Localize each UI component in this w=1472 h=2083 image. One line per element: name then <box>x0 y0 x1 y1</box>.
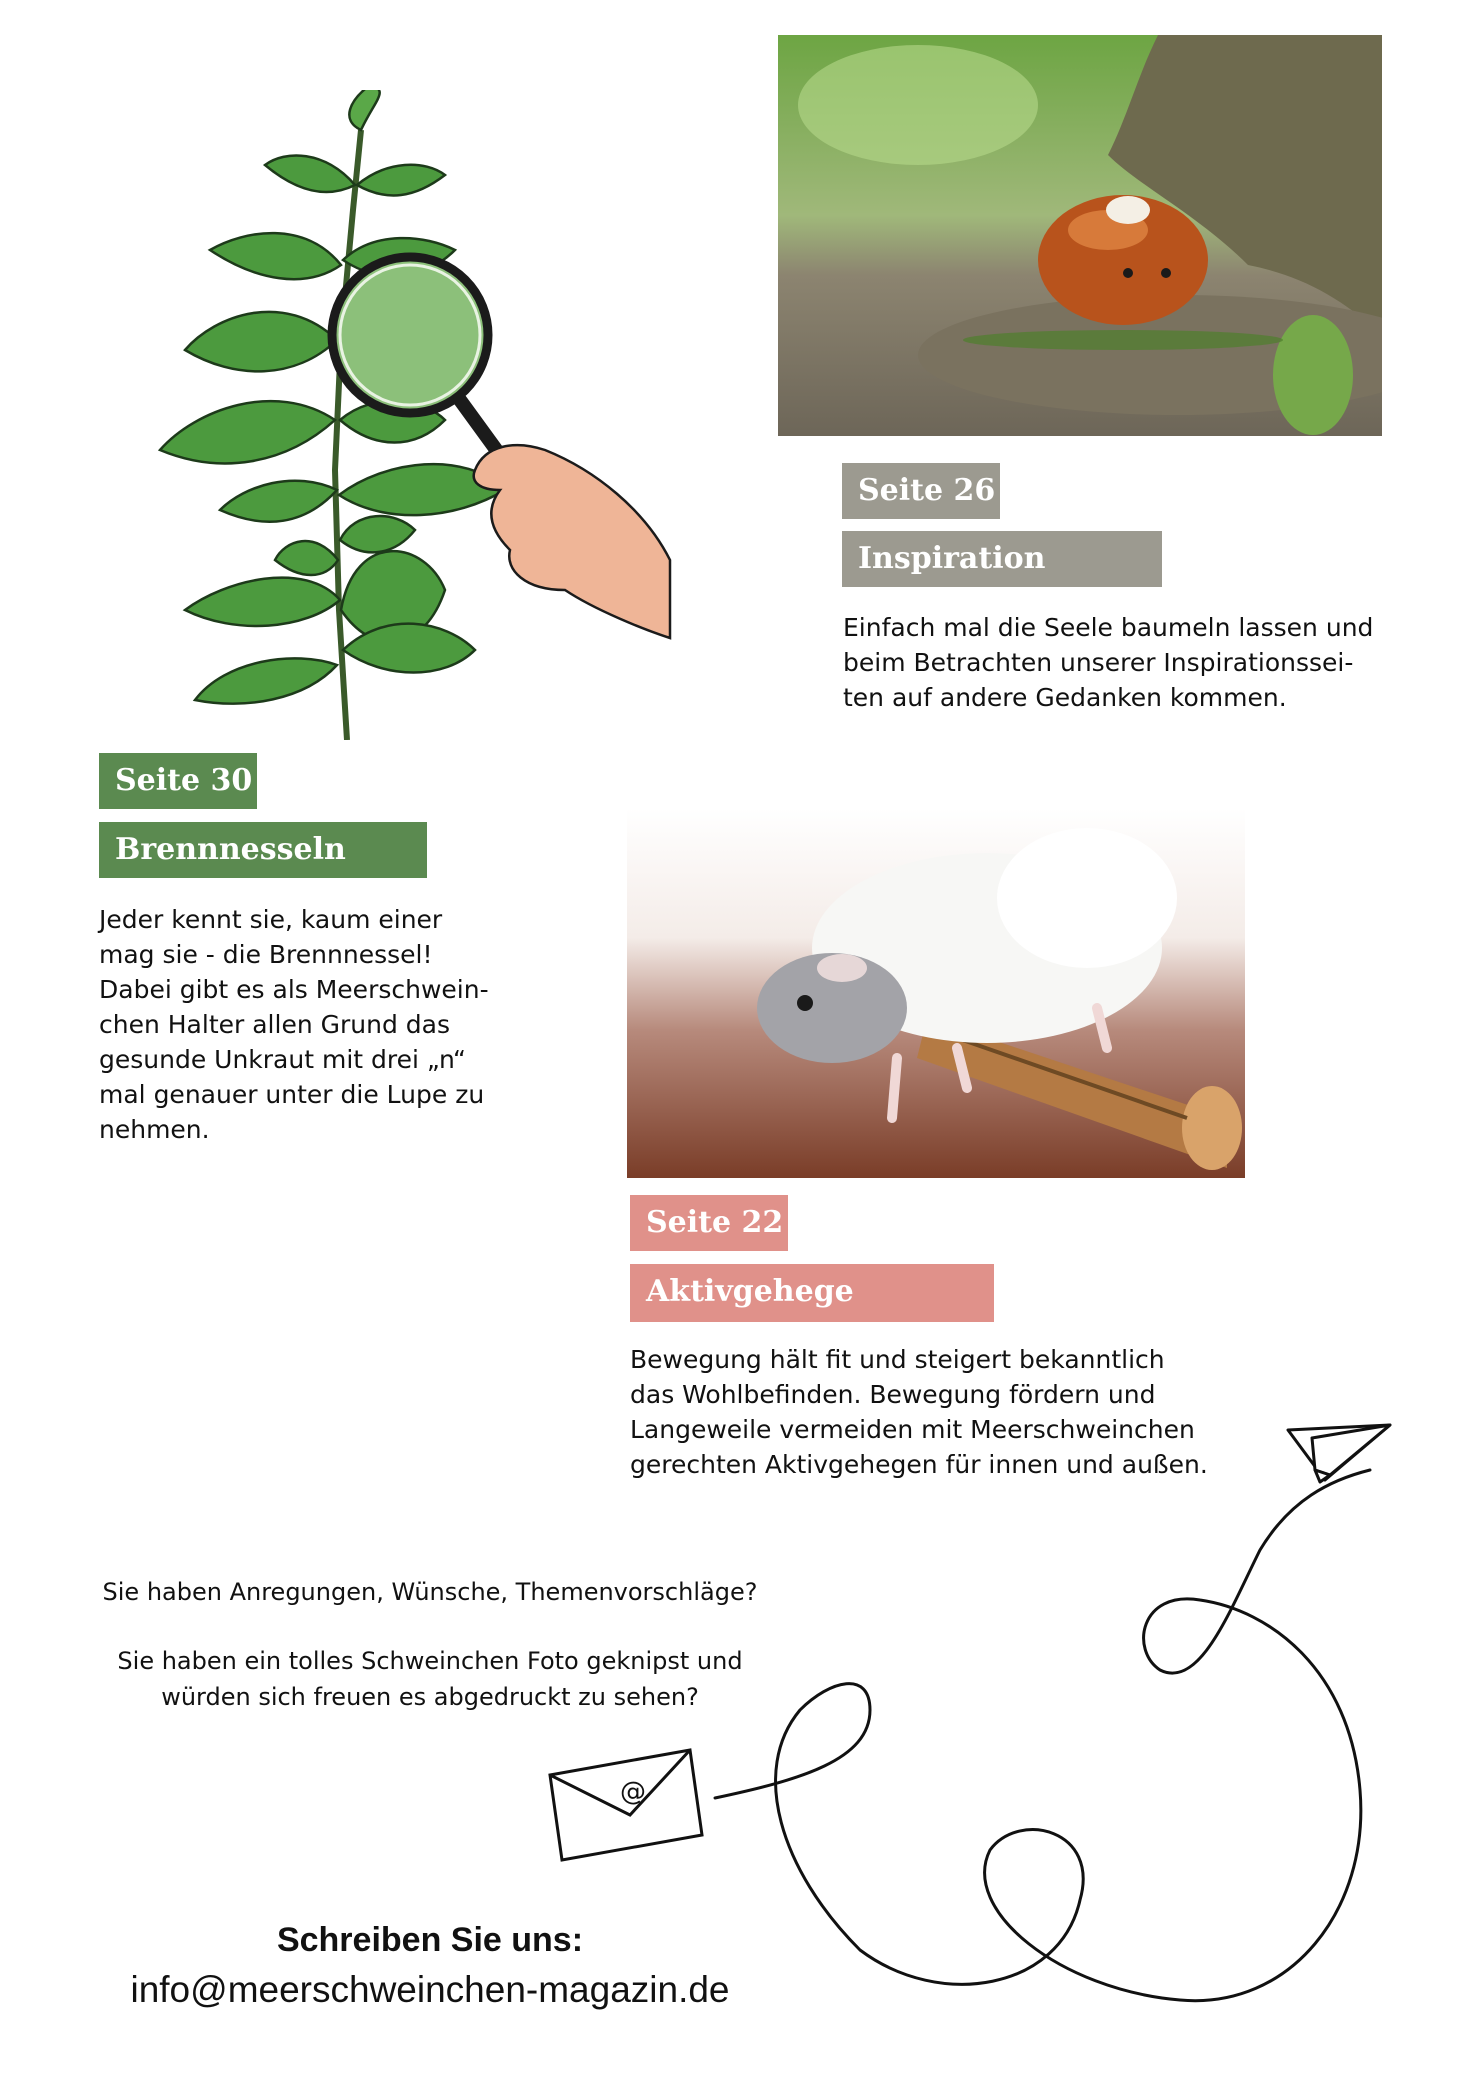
envelope-at-symbol: @ <box>620 1777 646 1807</box>
title-inspiration: Inspiration <box>842 531 1162 587</box>
page-label-aktivgehege: Seite 22 <box>630 1195 788 1251</box>
photo-guinea-pig-brown <box>778 35 1382 436</box>
contact-question-2: Sie haben ein tolles Schweinchen Foto geknipst und würden sich freuen es abgedruckt zu sehen? <box>117 1647 743 1711</box>
contact-heading: Schreiben Sie uns: <box>276 1921 584 1959</box>
page-label-brennnesseln: Seite 30 <box>99 753 257 809</box>
envelope-icon <box>550 1750 702 1860</box>
contact-email-link[interactable]: info@meerschweinchen-magazin.de <box>130 1969 730 2010</box>
photo-guinea-pig-white <box>627 808 1245 1178</box>
text-inspiration: Einfach mal die Seele baumeln lassen und beim Betrachten unserer Inspirationssei- ten auf andere Gedanken kommen. <box>843 613 1374 712</box>
title-brennnesseln: Brennnesseln <box>99 822 427 878</box>
text-aktivgehege: Bewegung hält fit und steigert bekanntlich das Wohlbefinden. Bewegung fördern und Langeweile vermeiden mit Meerschweinchen gerechten Aktivgehegen für innen und außen. <box>630 1345 1208 1479</box>
page-label-inspiration: Seite 26 <box>842 463 1000 519</box>
text-brennnesseln: Jeder kennt sie, kaum einer mag sie - die Brennnessel! Dabei gibt es als Meerschwein- chen Halter allen Grund das gesunde Unkraut mit drei „n“ mal genauer unter die Lupe zu nehmen. <box>99 905 489 1144</box>
paper-plane-icon <box>1288 1425 1390 1482</box>
nettle-illustration <box>125 90 685 740</box>
contact-question-1: Sie haben Anregungen, Wünsche, Themenvorschläge? <box>102 1578 758 1606</box>
title-aktivgehege: Aktivgehege <box>630 1264 994 1322</box>
